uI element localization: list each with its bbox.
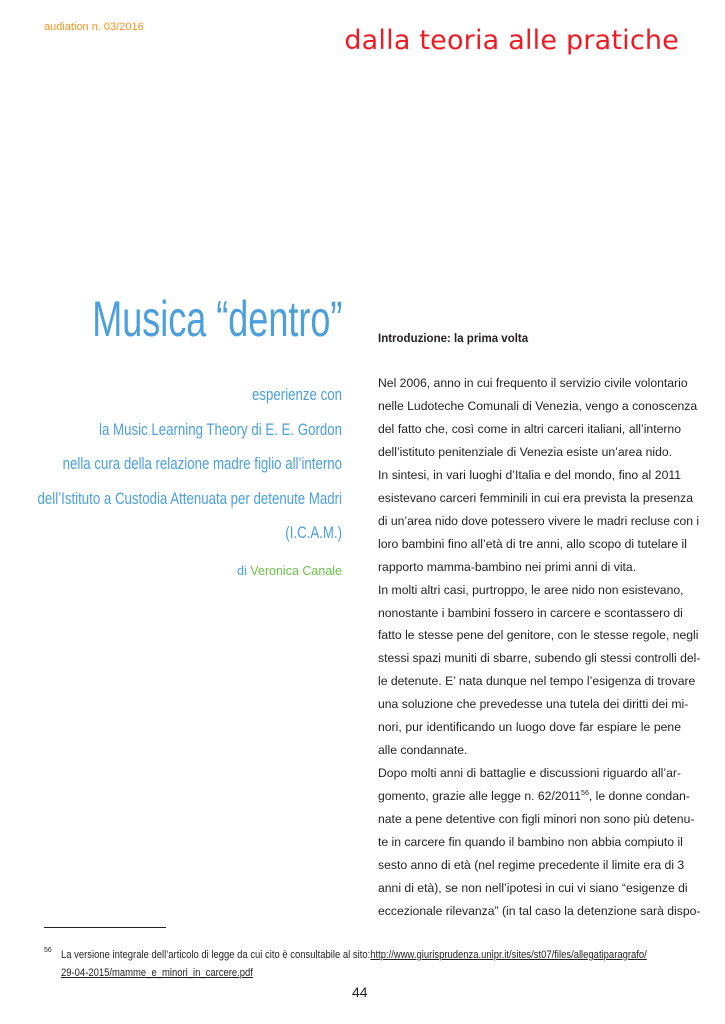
text-line: alle condannate. [378, 743, 468, 758]
paragraph [378, 464, 700, 579]
text-line: nonostante i bambini fossero in carcere e scontassero di [378, 605, 683, 620]
text-line: anni di età), se non nell’ipotesi in cui vi siano “esigenze di [378, 880, 688, 895]
footnote-divider [44, 927, 166, 928]
journal-issue: audiation n. 03/2016 [44, 21, 144, 33]
article-title: Musica “dentro” [91, 291, 342, 347]
text-line: nelle Ludoteche Comunali di Venezia, vengo a conoscenza [378, 398, 698, 413]
text-line: una soluzione che prevedesse una tutela dei diritti dei mi- [378, 697, 689, 712]
paragraph [378, 762, 701, 923]
text-line: nori, pur identificando un luogo dove far espiare le pene [378, 720, 681, 735]
footnote [44, 946, 684, 982]
paragraph [378, 372, 698, 464]
footnote-link[interactable]: http://www.giurisprudenza.unipr.it/sites/st07/files/allegatiparagrafo/ [370, 949, 647, 961]
article-subtitle [0, 378, 342, 551]
footnote-link-continued[interactable]: 29-04-2015/mamme_e_minori_in_carcere.pdf [61, 967, 253, 979]
subtitle-line: la Music Learning Theory di E. E. Gordon [99, 419, 342, 439]
text-fragment: , le donne condan- [588, 789, 690, 804]
text-line: eccezionale rilevanza” (in tal caso la detenzione sarà dispo- [378, 903, 701, 918]
footnote-line [61, 946, 647, 964]
text-line: Nel 2006, anno in cui frequento il servizio civile volontario [378, 376, 688, 390]
footnote-number: 56 [44, 947, 52, 954]
paragraph [378, 579, 701, 763]
footnote-line [61, 964, 597, 982]
text-line: rapporto mamma-bambino nei primi anni di vita. [378, 559, 637, 574]
text-line: del fatto che, così come in altri carceri italiani, all’interno [378, 421, 681, 436]
intro-heading: Introduzione: la prima volta [378, 333, 529, 345]
byline [237, 564, 342, 578]
subtitle-line: dell’Istituto a Custodia Attenuata per detenute Madri [37, 488, 342, 508]
text-line: fatto le stesse pene del genitore, con le stesse regole, negli [378, 628, 699, 643]
text-line [378, 785, 690, 808]
subtitle-line: nella cura della relazione madre figlio all’interno [62, 454, 342, 473]
intro-body [378, 372, 701, 923]
text-line: In sintesi, in vari luoghi d’Italia e del mondo, fino al 2011 [378, 467, 681, 482]
page-number: 44 [352, 984, 368, 1000]
author-name: Veronica Canale [250, 564, 342, 578]
byline-prefix: di [237, 564, 247, 578]
subtitle-line: esperienze con [252, 385, 342, 404]
text-line: stessi spazi muniti di sbarre, subendo gli stessi controlli del- [378, 651, 701, 666]
text-line: te in carcere fin quando il bambino non abbia compiuto il [378, 835, 683, 850]
text-line: Dopo molti anni di battaglie e discussioni riguardo all’ar- [378, 766, 681, 781]
footnote-text: La versione integrale dell’articolo di legge da cui cito è consultabile al sito: [61, 949, 371, 961]
text-line: esistevano carceri femminili in cui era prevista la presenza [378, 490, 693, 505]
text-line: di un’area nido dove potessero vivere le madri recluse con i [378, 513, 700, 528]
text-line: nate a pene detentive con figli minori non sono più detenu- [378, 812, 695, 827]
text-line: dell’istituto penitenziale di Venezia esiste un’area nido. [378, 444, 673, 459]
text-fragment: gomento, grazie alle legge n. 62/2011 [378, 789, 582, 804]
subtitle-line: (I.C.A.M.) [285, 523, 342, 542]
footnote-reference[interactable]: 56 [581, 790, 589, 798]
text-line: le detenute. E’ nata dunque nel tempo l’esigenza di trovare [378, 674, 696, 689]
text-line: sesto anno di età (nel regime precedente il limite era di 3 [378, 858, 685, 873]
text-line: loro bambini fino all’età di tre anni, allo scopo di tutelare il [378, 536, 687, 551]
text-line: In molti altri casi, purtroppo, le aree nido non esistevano, [378, 582, 684, 597]
section-title: dalla teoria alle pratiche [344, 25, 679, 56]
